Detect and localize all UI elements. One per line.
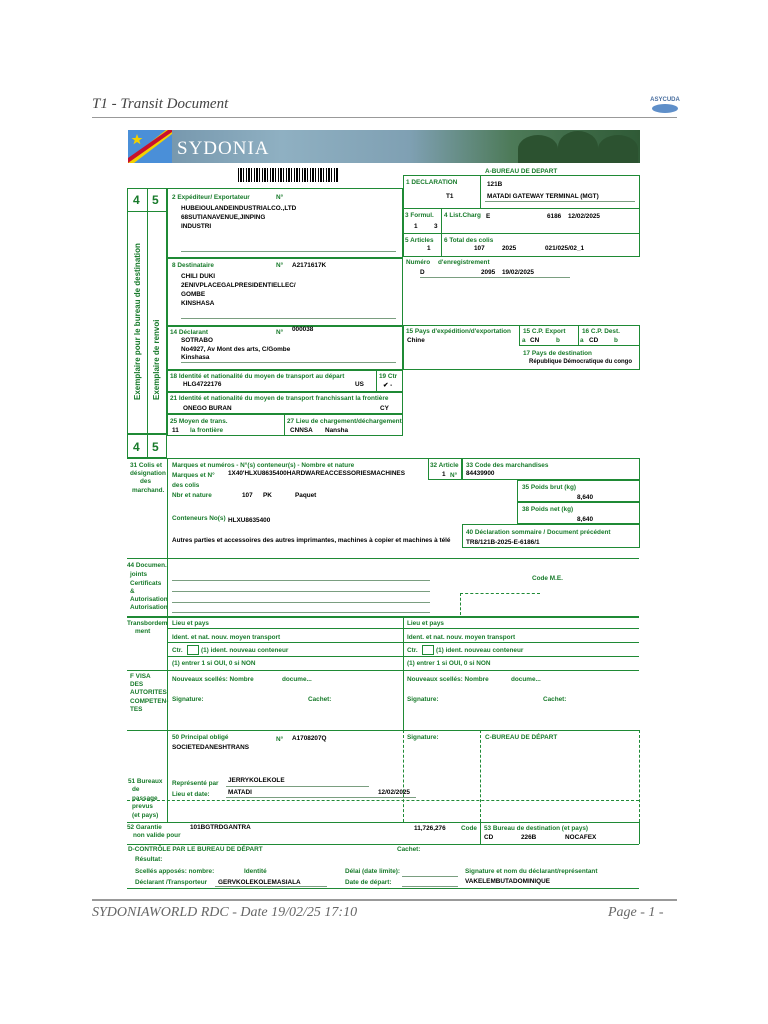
cp-export-b: b [556, 337, 560, 344]
ctr-value: ✔ - [383, 382, 393, 389]
enregistrement-label-2: d'enregistrement [438, 259, 490, 266]
destinataire-label: 8 Destinataire [172, 262, 214, 269]
poids-net-label: 38 Poids net (kg) [522, 506, 574, 513]
principal-label: 50 Principal obligé [172, 734, 229, 741]
cp-dest-a: a [580, 337, 584, 344]
controle-cachet-label: Cachet: [397, 846, 421, 853]
visa-scelles-right: Nouveaux scellés: Nombre [407, 676, 489, 683]
signature-declarant-name: VAKELEMBUTADOMINIQUE [465, 878, 550, 885]
total-colis-ref2: 021/025/02_1 [545, 245, 585, 252]
poids-brut-label: 35 Poids brut (kg) [522, 484, 576, 491]
declaration-label: 1 DECLARATION [406, 179, 458, 186]
copy-number-4: 4 [133, 193, 140, 207]
declarant-transporteur-label: Déclarant /Transporteur [135, 879, 208, 886]
colis-des-label: des colis [172, 482, 200, 489]
flag-icon [128, 130, 172, 163]
total-colis-label: 6 Total des colis [444, 237, 494, 244]
moyen-trans-label: 25 Moyen de trans. [170, 418, 228, 425]
colis-label-2: désignation [130, 470, 166, 477]
c-bureau-label: C-BUREAU DE DÉPART [485, 734, 558, 741]
documents-label: 44 Documen. [127, 562, 167, 569]
bureaux-passage-label-3: passage [132, 795, 158, 802]
pays-exp-value: Chine [407, 337, 425, 344]
list-charg-ref2: 12/02/2025 [568, 213, 600, 220]
transbord-ctr-left: Ctr. [172, 647, 183, 654]
transbord-ctr2-left: (1) ident. nouveau conteneur [201, 647, 289, 654]
bureau-dest-label: 53 Bureau de destination (et pays) [484, 825, 589, 832]
delai-label: Délai (date limite): [345, 868, 401, 875]
poids-net-value: 8,640 [577, 516, 593, 523]
marques-value: 1X40'HLXU8635400HARDWAREACCESSORIESMACHINES [228, 470, 405, 477]
declarant-line-1: SOTRABO [181, 337, 213, 344]
destinataire-line-3: GOMBE [181, 291, 206, 298]
garantie-label: 52 Garantie [127, 824, 162, 831]
asycuda-logo [650, 97, 680, 113]
colis-label-4: marchand. [132, 487, 165, 494]
marques-label: Marques et numéros - N°(s) conteneur(s) - Nombre et nature [172, 462, 355, 469]
expediteur-line-3: INDUSTRI [181, 223, 212, 230]
principal-no: A1708207Q [292, 735, 327, 742]
marques-no-label: Marques et N° [172, 472, 215, 479]
enregistrement-v3: 19/02/2025 [502, 269, 534, 276]
banner-title: SYDONIA [177, 138, 270, 159]
bureaux-passage-label-4: prevus [132, 803, 153, 810]
garantie-value: 101BGTRDGANTRA [190, 824, 251, 831]
total-colis-value: 107 [474, 245, 485, 252]
declarant-transporteur-name: GERVKOLEKOLEMASIALA [218, 879, 301, 886]
documents-label-3: Certificats [130, 580, 162, 587]
principal-name: SOCIETEDANESHTRANS [172, 744, 250, 751]
copy-number-5: 5 [152, 193, 159, 207]
colis-label-3: des [140, 478, 152, 485]
cp-export-value: CN [530, 337, 540, 344]
cp-dest-value: CD [589, 337, 599, 344]
expediteur-line-2: 68SUTIANAVENUE,JINPING [181, 214, 266, 221]
pays-dest-value: République Démocratique du congo [529, 359, 633, 365]
expediteur-label: 2 Expéditeur/ Exportateur [172, 194, 250, 201]
lieu-value: MATADI [228, 789, 252, 796]
transbord-label: Transbordem [127, 620, 168, 627]
bureau-dest-name: NOCAFEX [565, 834, 597, 841]
footer-page-number: Page - 1 - [608, 905, 664, 920]
pays-dest-label: 17 Pays de destination [523, 350, 592, 357]
articles-value: 1 [427, 245, 431, 252]
transbord-ident-left: Ident. et nat. nouv. moyen transport [172, 634, 281, 641]
enregistrement-label: Numéro [406, 259, 431, 266]
destinataire-no: A2171617K [292, 262, 327, 269]
lieu-charg-label: 27 Lieu de chargement/déchargement [287, 418, 402, 425]
destinataire-line-1: CHILI DUKI [181, 273, 216, 280]
decl-sommaire-value: TR8/121B-2025-E-6186/1 [466, 539, 540, 546]
destinataire-line-4: KINSHASA [181, 300, 215, 307]
destinataire-line-2: 2ENIVPLACEGALPRESIDENTIELLEC/ [181, 282, 296, 289]
enregistrement-v2: 2095 [481, 269, 496, 276]
visa-label: F VISA [130, 673, 151, 680]
visa-scelles-left: Nouveaux scellés: Nombre [172, 676, 254, 683]
cp-export-a: a [522, 337, 526, 344]
transport-depart-value: HLG4722176 [183, 381, 222, 388]
transbord-label-2: ment [135, 628, 151, 635]
cp-export-label: 15 C.P. Export [523, 328, 566, 335]
nature-code: PK [263, 492, 272, 499]
principal-signature-label: Signature: [407, 734, 439, 741]
list-charg-label: 4 List.Charg [444, 212, 481, 219]
document-title: T1 - Transit Document [92, 96, 229, 112]
article-label: 32 Article [430, 462, 459, 469]
enregistrement-v1: D [420, 269, 425, 276]
moyen-trans-label-2: la frontière [190, 427, 224, 434]
bureaux-passage-label-5: (et pays) [132, 812, 159, 819]
nature-value: Paquet [295, 492, 317, 499]
copy-number-4-bottom: 4 [133, 440, 140, 454]
moyen-trans-value: 11 [172, 427, 179, 434]
code-march-value: 84439900 [466, 470, 495, 477]
lieu-charg-v1: CNNSA [290, 427, 313, 434]
lieu-charg-v2: Nansha [325, 427, 349, 434]
footer-rule [92, 899, 677, 901]
transport-frontiere-value: ONEGO BURAN [183, 405, 232, 412]
a-bureau-label: A-BUREAU DE DEPART [485, 168, 558, 175]
documents-label-4: & [130, 588, 135, 595]
transbord-entrer-left: (1) entrer 1 si OUI, 0 si NON [172, 660, 256, 667]
documents-label-6: Autorisation [130, 604, 168, 611]
logo-text: ASYCUDA [650, 97, 680, 103]
total-colis-ref1: 2025 [502, 245, 517, 252]
cp-dest-b: b [614, 337, 618, 344]
principal-no-label: N° [276, 736, 284, 743]
formul-label: 3 Formul. [405, 212, 434, 219]
represente-label: Représenté par [172, 780, 219, 787]
visa-docum-right: docume... [511, 676, 541, 683]
colis-label: 31 Colis et [130, 462, 162, 469]
nbr-value: 107 [242, 492, 253, 499]
expediteur-line-1: HUBEIOULANDEINDUSTRIALCO.,LTD [181, 205, 297, 212]
visa-cachet-right: Cachet: [543, 696, 567, 703]
a-bureau-name: MATADI GATEWAY TERMINAL (MGT) [487, 193, 599, 200]
transbord-lieu-left: Lieu et pays [172, 620, 209, 627]
bureau-dest-code: 226B [521, 834, 537, 841]
conteneurs-value: HLXU8635400 [228, 517, 271, 524]
transbord-ident-right: Ident. et nat. nouv. moyen transport [407, 634, 516, 641]
poids-brut-value: 8,640 [577, 494, 593, 501]
transbord-lieu-right: Lieu et pays [407, 620, 444, 627]
cp-dest-label: 16 C.P. Dest. [582, 328, 620, 335]
transbord-entrer-right: (1) entrer 1 si OUI, 0 si NON [407, 660, 491, 667]
declarant-no-label: N° [276, 329, 284, 336]
pays-exp-label: 15 Pays d'expédition/d'exportation [406, 328, 511, 335]
identite-label: Identité [244, 868, 267, 875]
copy-renvoi-label: Exemplaire de renvoi [152, 319, 161, 400]
expediteur-no-label: N° [276, 194, 284, 201]
declarant-line-3: Kinshasa [181, 354, 210, 361]
declarant-no: 000038 [292, 326, 314, 333]
transbord-ctr2-right: (1) ident. nouveau conteneur [436, 647, 524, 654]
header-rule [92, 117, 677, 118]
ctr-checkbox-right[interactable] [422, 645, 434, 655]
barcode [238, 168, 338, 182]
destinataire-no-label: N° [276, 262, 284, 269]
documents-label-2: joints [130, 571, 148, 578]
garantie-amount: 11,726,276 [414, 825, 446, 832]
formul-value-2: 3 [434, 223, 438, 230]
formul-value-1: 1 [414, 223, 418, 230]
declarant-label: 14 Déclarant [170, 329, 209, 336]
article-no-label: N° [450, 472, 458, 479]
controle-label: D-CONTRÔLE PAR LE BUREAU DE DÉPART [128, 846, 263, 853]
copy-number-5-bottom: 5 [152, 440, 159, 454]
documents-label-5: Autorisation [130, 596, 168, 603]
declaration-type: T1 [446, 193, 454, 200]
date-depart-label: Date de départ: [345, 879, 392, 886]
decl-sommaire-label: 40 Déclaration sommaire / Document précédent [466, 529, 611, 536]
conteneurs-label: Conteneurs No(s) [172, 515, 226, 522]
garantie-code-label: Code [461, 825, 477, 832]
code-me-label: Code M.E. [532, 575, 563, 582]
transbord-ctr-right: Ctr. [407, 647, 418, 654]
a-bureau-code: 121B [487, 181, 503, 188]
lieu-date-label: Lieu et date: [172, 791, 210, 798]
footer-system-date: SYDONIAWORLD RDC - Date 19/02/25 17:10 [92, 905, 358, 920]
visa-cachet-left: Cachet: [308, 696, 332, 703]
transport-depart-nat: US [355, 381, 364, 388]
date-value: 12/02/2025 [378, 789, 410, 796]
ctr-checkbox-left[interactable] [187, 645, 199, 655]
visa-label-3: AUTORITES [130, 689, 167, 696]
garantie-label-2: non valide pour [133, 832, 181, 839]
visa-label-2: DES [130, 681, 144, 688]
transport-depart-label: 18 Identité et nationalité du moyen de transport au départ [170, 373, 345, 380]
bureau-dest-country: CD [484, 834, 494, 841]
signature-declarant-label: Signature et nom du déclarant/représentant [465, 868, 598, 875]
code-march-label: 33 Code des marchandises [466, 462, 549, 469]
resultat-label: Résultat: [135, 856, 163, 863]
articles-label: 5 Articles [405, 237, 434, 244]
declarant-line-2: No4927, Av Mont des arts, C/Gombe [181, 346, 291, 353]
visa-label-4: COMPETEN- [130, 698, 169, 705]
list-charg-ref1: 6186 [547, 213, 562, 220]
marchandise-description: Autres parties et accessoires des autres imprimantes, machines à copier et machines à télé [172, 537, 451, 544]
visa-docum-left: docume... [282, 676, 312, 683]
scelles-label: Scellés apposés: nombre: [135, 868, 215, 875]
visa-signature-right: Signature: [407, 696, 439, 703]
list-charg-value: E [486, 213, 491, 220]
ctr-label: 19 Ctr [379, 373, 398, 380]
article-value: 1 [442, 471, 446, 478]
visa-signature-left: Signature: [172, 696, 204, 703]
nbr-label: Nbr et nature [172, 492, 212, 499]
bureaux-passage-label-2: de [132, 786, 140, 793]
bureaux-passage-label: 51 Bureaux [128, 778, 163, 785]
visa-label-5: TES [130, 706, 143, 713]
transport-frontiere-label: 21 Identité et nationalité du moyen de transport franchissant la frontière [170, 395, 389, 402]
represente-name: JERRYKOLEKOLE [228, 777, 285, 784]
copy-destination-label: Exemplaire pour le bureau de destination [133, 243, 142, 400]
transport-frontiere-nat: CY [380, 405, 389, 412]
